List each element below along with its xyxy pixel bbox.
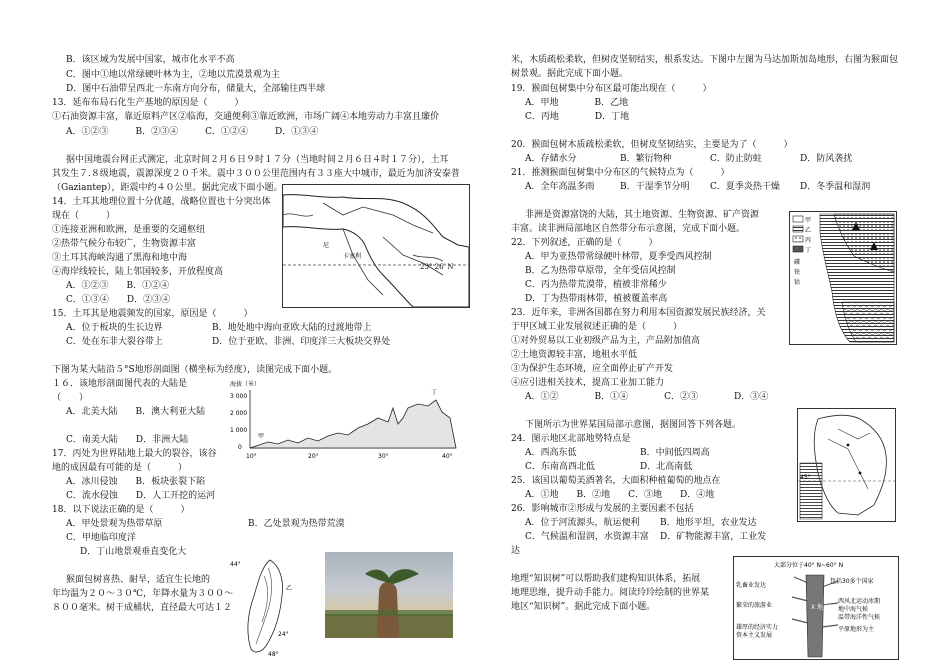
text-line: C．图中①地以常绿硬叶林为主，②地以荒漠景观为主 <box>66 70 280 80</box>
tree-right-1: 包括30多个国家 <box>830 578 874 585</box>
legend-phosphate: 磷 <box>794 259 801 266</box>
text-line: A．①② B．①④ C．②③ D．③④ <box>525 392 769 402</box>
profile-xtick: 40° <box>442 453 453 460</box>
text-line: D．冬季温和湿润 <box>800 182 871 192</box>
text-line: D．丁山地景观垂直变化大 <box>80 547 187 557</box>
text-line: A．甲为亚热带常绿硬叶林带，夏季受西风控制 <box>525 252 712 262</box>
text-line: 年均温为２０～３０℃，年降水量为３００～ <box>52 589 234 599</box>
lon-label: 48° <box>268 651 279 658</box>
text-line: 24．图示地区北部地势特点是 <box>511 434 631 444</box>
text-line: 树景观。据此完成下面小题。 <box>511 69 629 79</box>
terrain-profile-chart <box>228 378 460 462</box>
text-line: ①连接亚洲和欧洲，是重要的交通枢纽 <box>52 225 206 235</box>
ding-label: 丁 <box>431 389 438 396</box>
river-label: 尼 <box>323 242 330 249</box>
text-line: 17．丙处为世界陆地上最大的裂谷，该谷 <box>52 449 217 459</box>
tree-left-4: 资本主义发展 <box>736 632 773 639</box>
text-line: B．地形平坦，农业发达 <box>660 518 757 528</box>
text-line: A．北美大陆 B．澳大利亚大陆 <box>66 407 206 417</box>
text-line: B．该区域为发展中国家，城市化水平不高 <box>66 55 235 65</box>
profile-ytick: 2 000 <box>230 410 248 417</box>
text-line: 20．猴面包树木质疏松柔软，但树皮坚韧结实，主要是为了（ ） <box>511 140 793 150</box>
text-line: C．气候温和湿润，水资源丰富 <box>525 532 649 542</box>
middle-east-map <box>282 184 470 308</box>
tree-right-3: 地中海气候 <box>838 606 869 613</box>
text-line: C．流水侵蚀 D．人工开挖的运河 <box>66 491 216 501</box>
text-line: D．丁为热带雨林带，植被覆盖率高 <box>525 294 668 304</box>
text-line: 其发生７.８级地震，震源深度２０千米。震中３００公里范围内有３３座大中城市，最近为加济安泰普 <box>52 169 460 179</box>
lat-label: 24° <box>278 631 289 638</box>
text-line: A．甲处景观为热带草原 <box>66 519 163 529</box>
text-line: 19．猴面包树集中分布区最可能出现在（ ） <box>511 84 712 94</box>
text-line: D．图中石油带呈西北一东南方向分布，储量大，全部输往西半球 <box>66 84 326 94</box>
text-line: （Gaziantep），距震中约４０公里。据此完成下面小题。 <box>52 183 283 193</box>
text-line: ①对外贸易以工业初级产品为主，产品附加值高 <box>511 336 701 346</box>
country-sketch-map <box>797 408 896 522</box>
text-line: 地区“知识树”。据此完成下面小题。 <box>511 602 656 612</box>
text-line: B．乙处景观为热带荒漠 <box>248 519 345 529</box>
legend-cobalt: 钴 <box>794 279 801 286</box>
text-line: A．甲地 B．乙地 <box>525 98 629 108</box>
text-line: 地的成因最有可能的是（ ） <box>52 463 188 473</box>
text-line: C．丙地 D．丁地 <box>525 112 630 122</box>
text-line: A．位于河流源头，航运便利 <box>525 518 640 528</box>
text-line: 23．近年来，非洲各国都在努力利用本国资源发展民族经济，关 <box>511 308 766 318</box>
text-line: C．甲地临印度洋 <box>66 533 136 543</box>
profile-ytick: 0 <box>238 444 242 451</box>
text-line: A．存储水分 <box>525 154 577 164</box>
text-line: （ ） <box>52 393 89 403</box>
text-line: A．位于板块的生长边界 <box>66 323 163 333</box>
legend-iron: 铁 <box>794 269 801 276</box>
text-line: C．夏季炎热干燥 <box>710 182 780 192</box>
kayseri-label: 卡塞利 <box>343 253 362 260</box>
text-line: A．①地 B．②地 C．③地 D．④地 <box>525 490 715 500</box>
text-line: 26．影响城市②形成与发展的主要因素不包括 <box>511 504 694 514</box>
text-line: ③为保护生态环境，应全面停止矿产开发 <box>511 364 674 374</box>
text-line: B．乙为热带草原带，全年受信风控制 <box>525 266 676 276</box>
country-lat-label: 45° <box>800 474 811 481</box>
africa-zones-map <box>789 211 897 345</box>
tree-top: 大部分位于40° N~60° N <box>774 562 844 569</box>
text-line: A．西高东低 <box>525 448 577 458</box>
text-line: 猴面包树喜热、耐旱，适宜生长地的 <box>66 575 211 585</box>
text-line: ④应引进相关技术，提高工业加工能力 <box>511 378 665 388</box>
text-line: D．北高南低 <box>640 462 693 472</box>
profile-xtick: 30° <box>378 453 389 460</box>
text-line: 现在（ ） <box>52 211 116 221</box>
text-line: 21．推测猴面包树集中分布区的气候特点为（ ） <box>511 168 730 178</box>
text-line: B．繁衍物种 <box>620 154 672 164</box>
text-line: ③土耳其海峡沟通了黑海和地中海 <box>52 253 188 263</box>
legend-ding: 丁 <box>805 247 812 254</box>
text-line: A．①②③ B．①②④ <box>66 281 170 291</box>
baobab-photo <box>325 552 453 638</box>
text-line: 米，木质疏松柔软，但树皮坚韧结实，根系发达。下图中左图为马达加斯加岛地形，右图为猴面包 <box>511 55 899 65</box>
legend-jia: 甲 <box>805 217 812 224</box>
text-line: C．东南高西北低 <box>525 462 595 472</box>
text-line: D．矿物能源丰富，工业发 <box>660 532 767 542</box>
tree-left-2: 繁荣的旅游业 <box>736 602 773 609</box>
text-line: 下图为某大陆沿５°S地形剖面图（横坐标为经度），读图完成下面小题。 <box>52 365 338 375</box>
tree-right-5: 平原地形为主 <box>838 626 875 633</box>
profile-xtick: 10° <box>246 453 257 460</box>
tree-left-1: 乳畜业发达 <box>736 582 767 589</box>
text-line: B．干湿季节分明 <box>620 182 690 192</box>
lon-label: 44° <box>230 561 241 568</box>
latitude-label: 23° 26′ N <box>420 263 454 271</box>
text-line: C．丙为热带荒漠带，植被非常稀少 <box>525 280 667 290</box>
text-line: B．地处地中海向亚欧大陆的过渡地带上 <box>212 323 372 333</box>
text-line: 地理“知识树”可以帮助我们建构知识体系，拓展 <box>511 574 701 584</box>
knowledge-tree-diagram <box>733 556 899 660</box>
text-line: 非洲是资源富饶的大陆，其土地资源、生物资源、矿产资源 <box>525 210 760 220</box>
text-line: D．防风袭扰 <box>800 154 853 164</box>
yi-label: 乙 <box>286 585 293 592</box>
text-line: A．冰川侵蚀 B．板块张裂下陷 <box>66 477 206 487</box>
tree-right-4: 温带海洋性气候 <box>838 614 881 621</box>
text-line: ①石油资源丰富，靠近原料产区②临海，交通便利③靠近欧洲，市场广阔④本地劳动力丰富且廉价 <box>52 112 440 122</box>
profile-ylabel: 海拔（米） <box>230 381 261 388</box>
tree-left-3: 雄厚的经济实力 <box>736 624 779 631</box>
jia-label: 甲 <box>258 433 265 440</box>
tree-trunk-label: X 地 区 <box>811 604 831 611</box>
text-line: C．南美大陆 D．非洲大陆 <box>66 435 189 445</box>
text-line: 下图所示为世界某国局部示意图，据图回答下列各题。 <box>525 420 742 430</box>
text-line: 据中国地震台网正式测定，北京时间２月６日９时１７分（当地时间２月６日４时１７分），土耳 <box>66 155 449 165</box>
text-line: 14．土耳其地理位置十分优越，战略位置也十分突出体 <box>52 197 271 207</box>
profile-xtick: 20° <box>308 453 319 460</box>
tree-right-2: 西风北运动冰期 <box>838 598 881 605</box>
text-line: 达 <box>511 546 521 556</box>
text-line: C．防止防蛀 <box>710 154 762 164</box>
text-line: 22．下列叙述，正确的是（ ） <box>511 238 658 248</box>
legend-yi: 乙 <box>805 227 812 234</box>
madagascar-terrain-map <box>228 556 308 658</box>
legend-bing: 丙 <box>805 237 812 244</box>
text-line: ④海岸线较长，陆上邻国较多，开放程度高 <box>52 267 224 277</box>
text-line: D．位于亚欧、非洲、印度洋三大板块交界处 <box>212 337 391 347</box>
text-line: 于甲区域工业发展叙述正确的是（ ） <box>511 322 683 332</box>
text-line: 25．该国以葡萄美酒著名，大面积种植葡萄的地点在 <box>511 476 721 486</box>
profile-ytick: 3 000 <box>230 393 248 400</box>
text-line: A．①②③ B．②③④ C．①②④ D．①③④ <box>66 127 319 137</box>
text-line: 13．延布布局石化生产基地的原因是（ ） <box>52 98 244 108</box>
text-line: A．全年高温多雨 <box>525 182 595 192</box>
text-line: 18．以下说法正确的是（ ） <box>52 505 190 515</box>
text-line: ８００毫米。树干成桶状，直径最大可达１２ <box>52 603 233 613</box>
text-line: ②热带气候分布较广，生物资源丰富 <box>52 239 197 249</box>
text-line: B．中间低四周高 <box>640 448 710 458</box>
text-line: 地理思维，提升动手能力。阅读玲玲绘制的世界某 <box>511 588 710 598</box>
text-line: 15．土耳其是地震频发的国家，原因是（ ） <box>52 309 253 319</box>
text-line: 丰富。读非洲局部地区自然带分布示意图，完成下面小题。 <box>511 224 746 234</box>
text-line: C．处在东非大裂谷带上 <box>66 337 163 347</box>
text-line: C．①③④ D．②③④ <box>66 295 171 305</box>
profile-ytick: 1 000 <box>230 427 248 434</box>
text-line: １６．该地形剖面图代表的大陆是 <box>52 379 188 389</box>
text-line: ②土地资源较丰富，地租水平低 <box>511 350 638 360</box>
